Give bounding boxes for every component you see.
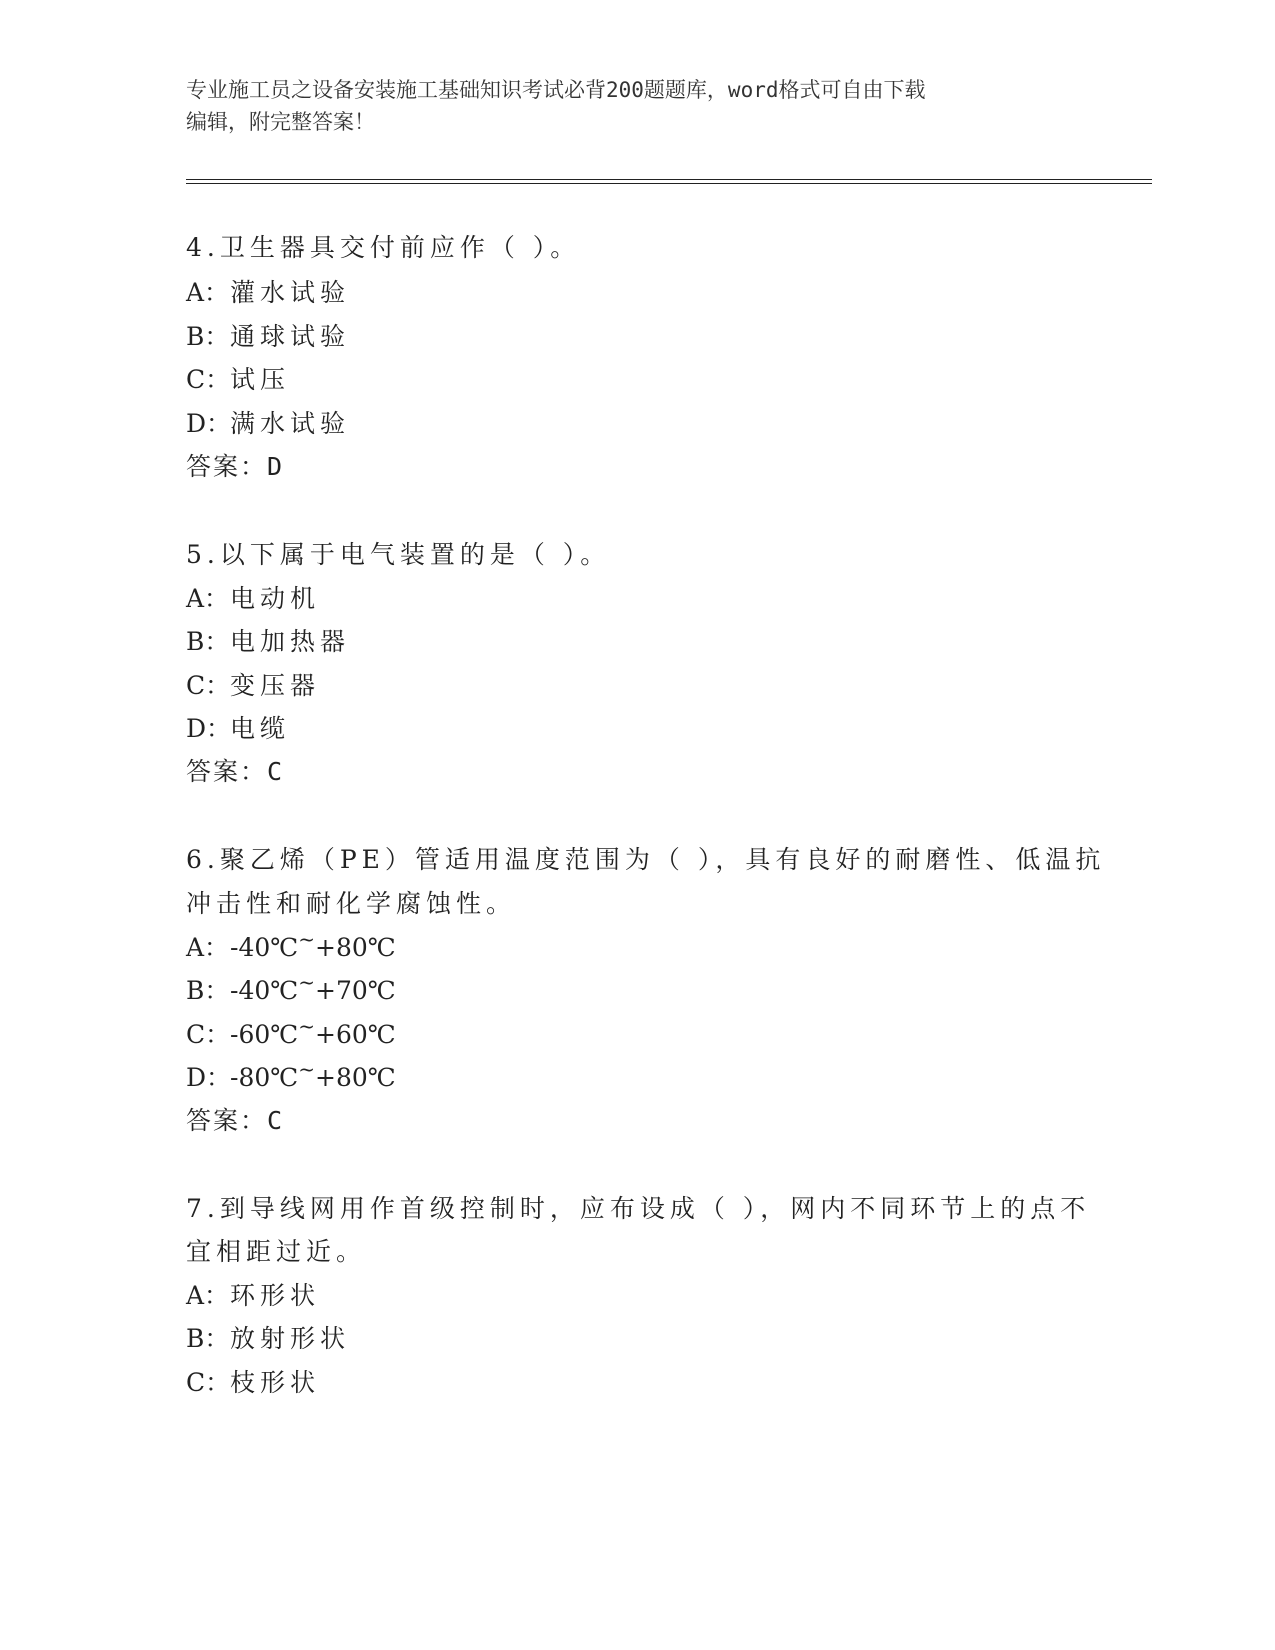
header-double-rule — [186, 179, 1152, 184]
option-label: B： — [186, 976, 230, 1005]
option-a — [186, 579, 320, 615]
option-text: 变压器 — [230, 671, 321, 700]
option-c — [186, 666, 320, 702]
option-b — [186, 317, 350, 353]
option-label: A： — [186, 933, 230, 962]
option-c — [186, 1363, 320, 1399]
option-a — [186, 1276, 320, 1312]
option-label: D： — [186, 1063, 232, 1092]
option-label: C： — [186, 671, 231, 700]
option-label: C： — [186, 1020, 231, 1049]
option-value-start: -40℃ — [230, 976, 299, 1005]
option-text: 电动机 — [230, 584, 321, 613]
option-d — [186, 1058, 396, 1094]
option-text: 环形状 — [230, 1281, 321, 1310]
option-text: 满水试验 — [230, 409, 351, 438]
option-label: A： — [186, 1281, 230, 1310]
header-line-1: 专业施工员之设备安装施工基础知识考试必背200题题库，word格式可自由下载 — [186, 78, 926, 102]
option-text: 电加热器 — [230, 627, 351, 656]
option-text: 枝形状 — [230, 1368, 321, 1397]
option-value-start: -40℃ — [230, 933, 299, 962]
option-a — [186, 273, 350, 309]
answer-line: 答案：D — [186, 452, 285, 481]
question-stem-line-2: 冲击性和耐化学腐蚀性。 — [186, 889, 517, 918]
range-tilde: ~ — [298, 1057, 315, 1081]
question-stem: 4.卫生器具交付前应作（ ）。 — [186, 233, 581, 262]
range-tilde: ~ — [298, 927, 315, 951]
option-text: 试压 — [230, 365, 291, 394]
option-label: C： — [186, 1368, 231, 1397]
option-label: C： — [186, 365, 231, 394]
question-stem: 5.以下属于电气装置的是（ ）。 — [186, 540, 611, 569]
option-d — [186, 404, 350, 440]
option-value-end: +80℃ — [315, 1063, 396, 1092]
option-label: D： — [186, 714, 232, 743]
option-a — [186, 928, 396, 964]
option-label: B： — [186, 322, 230, 351]
option-b — [186, 971, 396, 1007]
option-text: 通球试验 — [230, 322, 351, 351]
option-label: B： — [186, 627, 230, 656]
option-value-start: -60℃ — [230, 1020, 299, 1049]
option-label: A： — [186, 584, 230, 613]
option-c — [186, 360, 290, 396]
option-value-end: +80℃ — [315, 933, 396, 962]
answer-line: 答案：C — [186, 757, 285, 786]
range-tilde: ~ — [298, 1014, 315, 1038]
option-value-start: -80℃ — [230, 1063, 299, 1092]
option-b — [186, 1319, 350, 1355]
option-value-end: +70℃ — [315, 976, 396, 1005]
option-value-end: +60℃ — [315, 1020, 396, 1049]
option-c — [186, 1015, 396, 1051]
option-text: 灌水试验 — [230, 278, 351, 307]
question-stem-line-2: 宜相距过近。 — [186, 1237, 367, 1266]
header-line-2: 编辑，附完整答案！ — [186, 110, 375, 134]
question-stem-line-1: 6.聚乙烯（PE）管适用温度范围为（ ），具有良好的耐磨性、低温抗 — [186, 845, 1106, 874]
document-header — [186, 74, 1086, 138]
option-text: 电缆 — [230, 714, 291, 743]
range-tilde: ~ — [298, 970, 315, 994]
option-label: D： — [186, 409, 232, 438]
option-label: B： — [186, 1324, 230, 1353]
option-b — [186, 622, 350, 658]
question-stem-line-1: 7.到导线网用作首级控制时，应布设成（ ），网内不同环节上的点不 — [186, 1194, 1091, 1223]
option-label: A： — [186, 278, 230, 307]
answer-line: 答案：C — [186, 1106, 285, 1135]
option-text: 放射形状 — [230, 1324, 351, 1353]
option-d — [186, 709, 290, 745]
